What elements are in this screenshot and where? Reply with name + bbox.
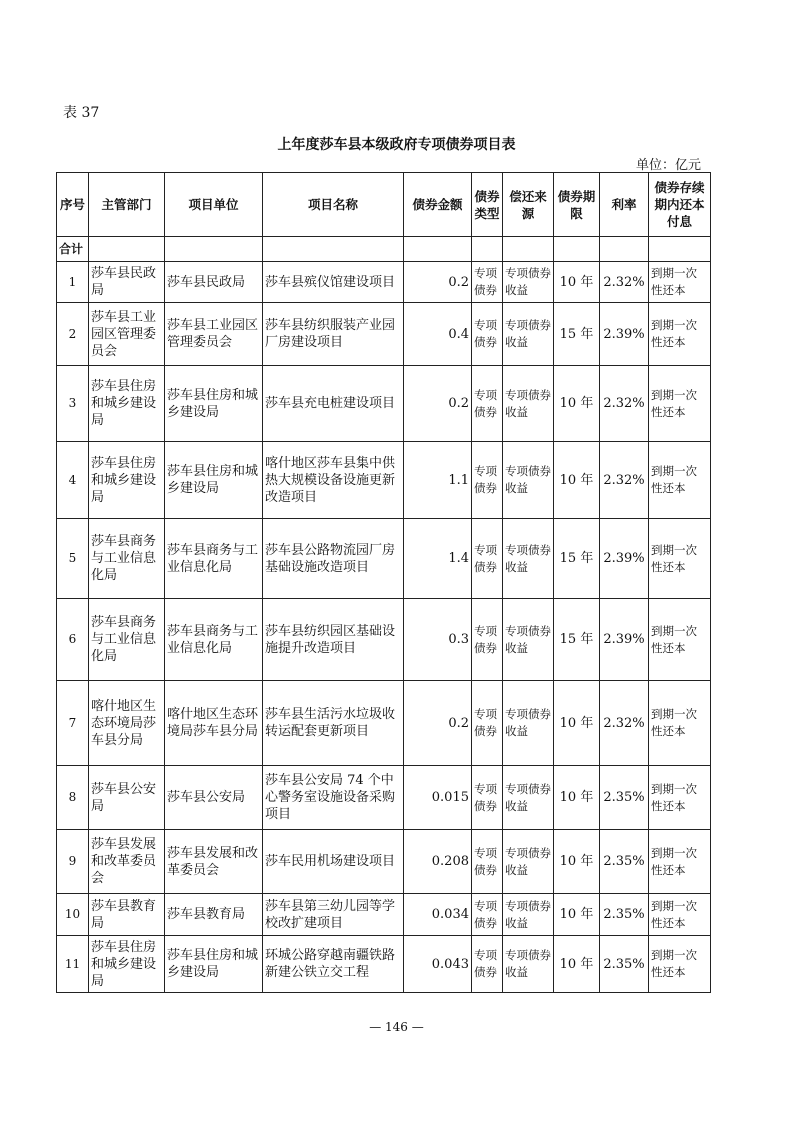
row-project-name: 环城公路穿越南疆铁路新建公铁立交工程 [263, 936, 404, 993]
row-dept: 莎车县住房和城乡建设局 [89, 366, 165, 442]
header-term: 债券期限 [554, 173, 600, 237]
row-rate: 2.39% [600, 519, 649, 599]
row-source: 专项债券收益 [503, 303, 554, 366]
row-term: 10 年 [554, 766, 600, 830]
row-amount: 0.2 [404, 262, 472, 303]
table-label: 表 37 [63, 105, 100, 121]
row-dept: 莎车县民政局 [89, 262, 165, 303]
table-row [57, 303, 711, 366]
row-payment: 到期一次性还本 [649, 262, 711, 303]
row-project-name: 莎车县纺织服装产业园厂房建设项目 [263, 303, 404, 366]
row-number: 8 [57, 766, 89, 830]
row-bond-type: 专项债券 [472, 894, 503, 936]
row-unit: 莎车县商务与工业信息化局 [165, 599, 263, 681]
row-amount: 0.3 [404, 599, 472, 681]
row-rate: 2.32% [600, 681, 649, 766]
row-project-name: 莎车县第三幼儿园等学校改扩建项目 [263, 894, 404, 936]
row-bond-type: 专项债券 [472, 303, 503, 366]
header-rate: 利率 [600, 173, 649, 237]
row-rate: 2.35% [600, 894, 649, 936]
row-rate: 2.32% [600, 442, 649, 519]
row-project-name: 莎车县公安局 74 个中心警务室设施设备采购项目 [263, 766, 404, 830]
row-project-name: 莎车县充电桩建设项目 [263, 366, 404, 442]
table-row [57, 442, 711, 519]
row-amount: 1.4 [404, 519, 472, 599]
row-payment: 到期一次性还本 [649, 681, 711, 766]
row-term: 10 年 [554, 681, 600, 766]
row-payment: 到期一次性还本 [649, 894, 711, 936]
table-row [57, 681, 711, 766]
row-unit: 莎车县公安局 [165, 766, 263, 830]
row-project-name: 莎车县殡仪馆建设项目 [263, 262, 404, 303]
row-bond-type: 专项债券 [472, 936, 503, 993]
row-bond-type: 专项债券 [472, 442, 503, 519]
row-term: 10 年 [554, 830, 600, 894]
row-source: 专项债券收益 [503, 936, 554, 993]
row-dept: 莎车县工业园区管理委员会 [89, 303, 165, 366]
row-bond-type: 专项债券 [472, 519, 503, 599]
row-payment: 到期一次性还本 [649, 303, 711, 366]
table-row [57, 830, 711, 894]
page-title: 上年度莎车县本级政府专项债券项目表 [277, 137, 516, 153]
header-name: 项目名称 [263, 173, 404, 237]
row-dept: 莎车县教育局 [89, 894, 165, 936]
header-no: 序号 [57, 173, 89, 237]
row-bond-type: 专项债券 [472, 830, 503, 894]
row-rate: 2.35% [600, 830, 649, 894]
row-unit: 莎车县住房和城乡建设局 [165, 442, 263, 519]
row-dept: 莎车县发展和改革委员会 [89, 830, 165, 894]
row-project-name: 莎车县公路物流园厂房基础设施改造项目 [263, 519, 404, 599]
row-amount: 0.2 [404, 366, 472, 442]
row-unit: 莎车县工业园区管理委员会 [165, 303, 263, 366]
row-amount: 0.015 [404, 766, 472, 830]
row-term: 10 年 [554, 366, 600, 442]
unit-label: 单位：亿元 [635, 158, 701, 173]
row-source: 专项债券收益 [503, 681, 554, 766]
row-unit: 莎车县住房和城乡建设局 [165, 366, 263, 442]
row-amount: 0.208 [404, 830, 472, 894]
total-label: 合计 [57, 237, 89, 262]
header-row [57, 173, 711, 237]
header-unit: 项目单位 [165, 173, 263, 237]
header-dept: 主管部门 [89, 173, 165, 237]
row-dept: 莎车县商务与工业信息化局 [89, 599, 165, 681]
row-term: 10 年 [554, 442, 600, 519]
row-project-name: 莎车民用机场建设项目 [263, 830, 404, 894]
row-number: 6 [57, 599, 89, 681]
row-term: 10 年 [554, 936, 600, 993]
row-amount: 0.4 [404, 303, 472, 366]
page-number: — 146 — [369, 1020, 424, 1034]
row-number: 5 [57, 519, 89, 599]
row-unit: 莎车县商务与工业信息化局 [165, 519, 263, 599]
row-unit: 莎车县民政局 [165, 262, 263, 303]
row-source: 专项债券收益 [503, 519, 554, 599]
row-payment: 到期一次性还本 [649, 766, 711, 830]
row-unit: 莎车县住房和城乡建设局 [165, 936, 263, 993]
row-payment: 到期一次性还本 [649, 936, 711, 993]
row-payment: 到期一次性还本 [649, 830, 711, 894]
row-rate: 2.39% [600, 599, 649, 681]
row-term: 15 年 [554, 303, 600, 366]
row-dept: 喀什地区生态环境局莎车县分局 [89, 681, 165, 766]
table-row [57, 894, 711, 936]
row-bond-type: 专项债券 [472, 599, 503, 681]
row-payment: 到期一次性还本 [649, 442, 711, 519]
row-number: 2 [57, 303, 89, 366]
table-row [57, 936, 711, 993]
header-source: 偿还来源 [503, 173, 554, 237]
row-number: 7 [57, 681, 89, 766]
bond-project-table [56, 172, 711, 993]
row-dept: 莎车县商务与工业信息化局 [89, 519, 165, 599]
row-term: 10 年 [554, 262, 600, 303]
row-term: 15 年 [554, 519, 600, 599]
row-project-name: 莎车县生活污水垃圾收转运配套更新项目 [263, 681, 404, 766]
row-bond-type: 专项债券 [472, 366, 503, 442]
row-number: 10 [57, 894, 89, 936]
row-unit: 莎车县教育局 [165, 894, 263, 936]
row-amount: 0.043 [404, 936, 472, 993]
row-project-name: 喀什地区莎车县集中供热大规模设备设施更新改造项目 [263, 442, 404, 519]
row-rate: 2.35% [600, 936, 649, 993]
row-rate: 2.35% [600, 766, 649, 830]
row-rate: 2.39% [600, 303, 649, 366]
row-source: 专项债券收益 [503, 894, 554, 936]
header-amount: 债券金额 [404, 173, 472, 237]
row-number: 1 [57, 262, 89, 303]
row-source: 专项债券收益 [503, 442, 554, 519]
row-number: 9 [57, 830, 89, 894]
row-payment: 到期一次性还本 [649, 366, 711, 442]
row-unit: 喀什地区生态环境局莎车县分局 [165, 681, 263, 766]
table-row [57, 262, 711, 303]
row-rate: 2.32% [600, 366, 649, 442]
row-payment: 到期一次性还本 [649, 599, 711, 681]
row-amount: 0.034 [404, 894, 472, 936]
row-source: 专项债券收益 [503, 366, 554, 442]
table-row [57, 766, 711, 830]
row-dept: 莎车县住房和城乡建设局 [89, 442, 165, 519]
row-source: 专项债券收益 [503, 599, 554, 681]
row-number: 11 [57, 936, 89, 993]
row-project-name: 莎车县纺织园区基础设施提升改造项目 [263, 599, 404, 681]
table-row [57, 599, 711, 681]
table-row [57, 519, 711, 599]
row-bond-type: 专项债券 [472, 262, 503, 303]
row-bond-type: 专项债券 [472, 681, 503, 766]
row-payment: 到期一次性还本 [649, 519, 711, 599]
row-dept: 莎车县住房和城乡建设局 [89, 936, 165, 993]
row-term: 10 年 [554, 894, 600, 936]
row-source: 专项债券收益 [503, 766, 554, 830]
row-number: 4 [57, 442, 89, 519]
total-row [57, 237, 711, 262]
row-unit: 莎车县发展和改革委员会 [165, 830, 263, 894]
row-dept: 莎车县公安局 [89, 766, 165, 830]
row-rate: 2.32% [600, 262, 649, 303]
row-source: 专项债券收益 [503, 830, 554, 894]
row-number: 3 [57, 366, 89, 442]
header-interest: 债券存续期内还本付息 [649, 173, 711, 237]
row-term: 15 年 [554, 599, 600, 681]
row-amount: 1.1 [404, 442, 472, 519]
row-amount: 0.2 [404, 681, 472, 766]
table-row [57, 366, 711, 442]
row-source: 专项债券收益 [503, 262, 554, 303]
header-type: 债券类型 [472, 173, 503, 237]
row-bond-type: 专项债券 [472, 766, 503, 830]
